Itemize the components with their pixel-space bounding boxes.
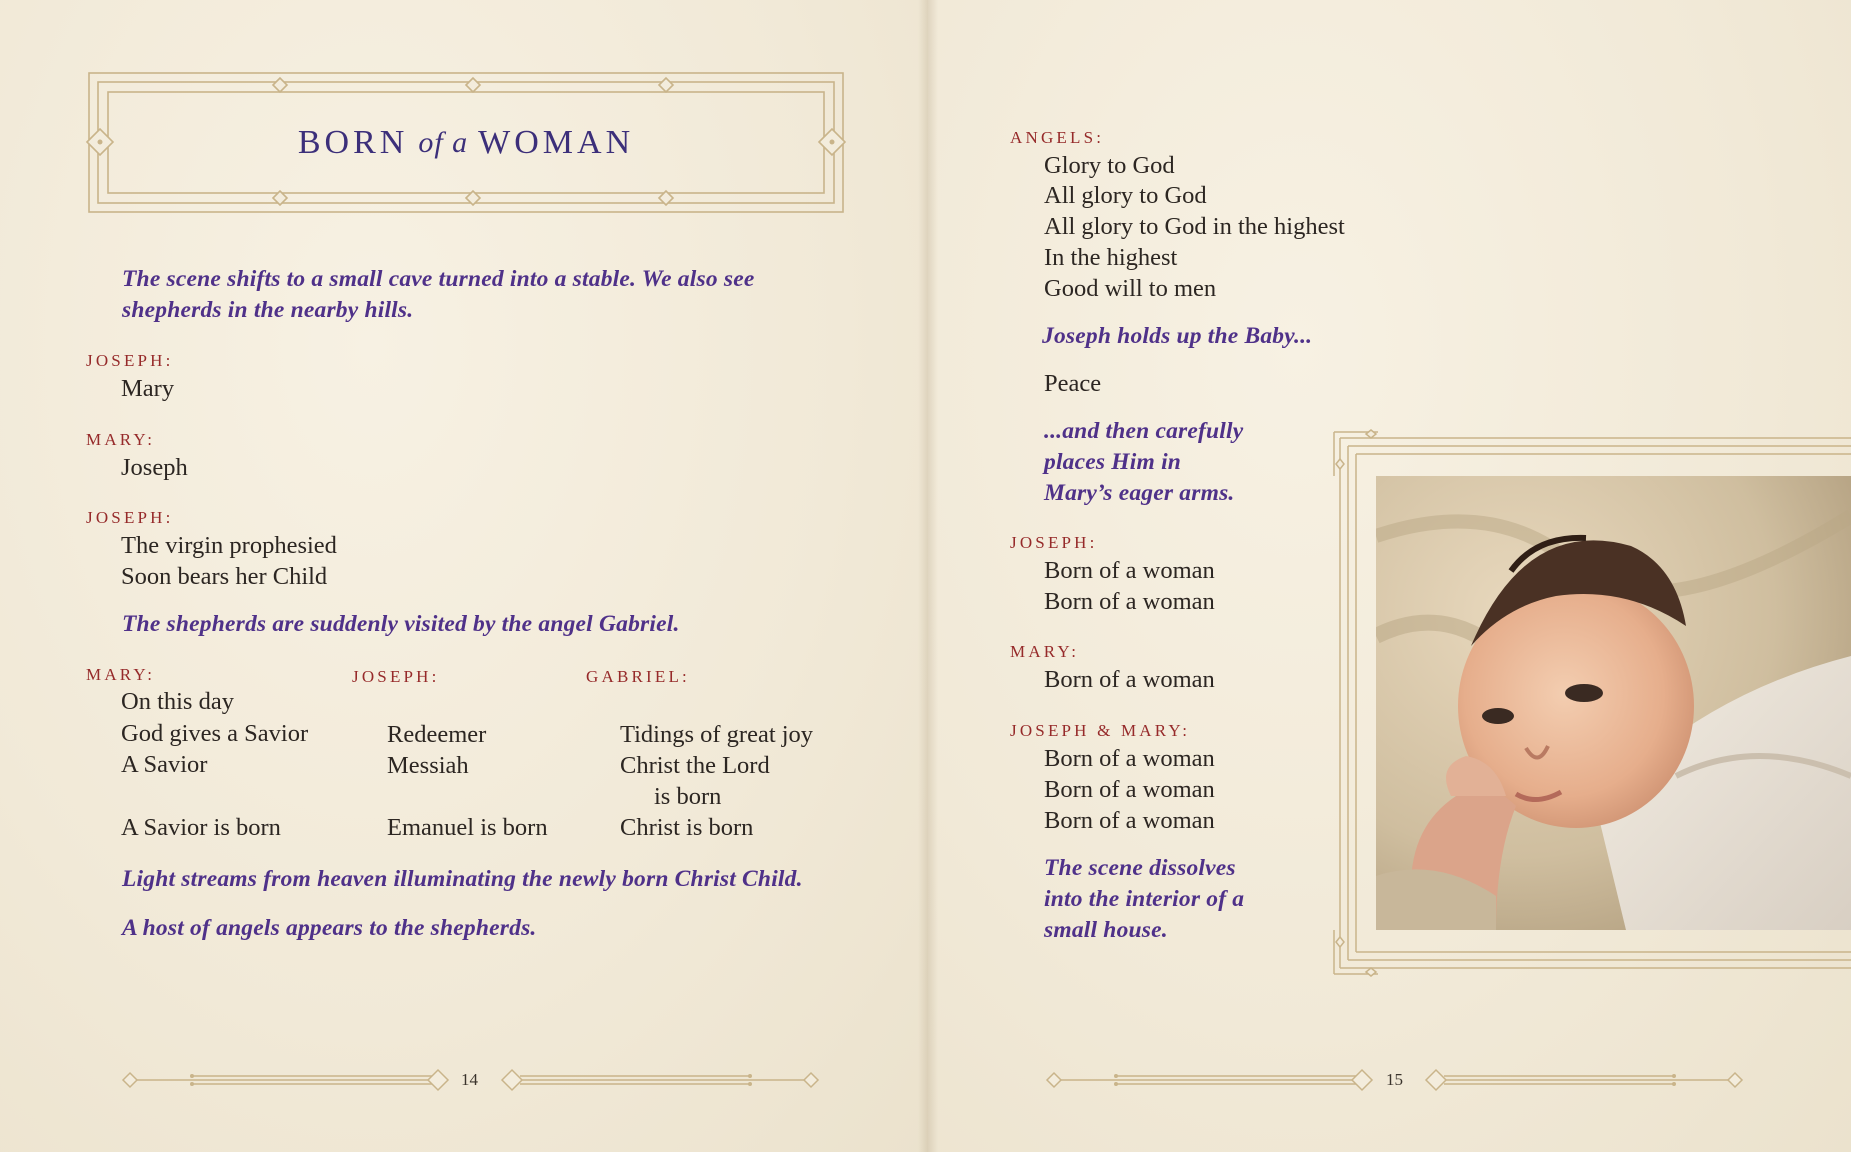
dialogue-line: God gives a Savior <box>121 720 309 747</box>
dialogue-line: Glory to God <box>1044 152 1175 179</box>
speaker-gabriel: GABRIEL: <box>586 667 690 686</box>
stage-direction-dissolve-line1: The scene dissolves <box>1044 855 1236 881</box>
stage-direction-intro-line2: shepherds in the nearby hills. <box>122 297 414 323</box>
dialogue-line: Born of a woman <box>1044 776 1215 803</box>
dialogue-line: A Savior <box>121 751 208 778</box>
title-word-woman: WOMAN <box>478 124 635 161</box>
title-word-of-a: of a <box>418 126 469 159</box>
book-gutter <box>918 0 938 1152</box>
dialogue-line: All glory to God in the highest <box>1044 213 1345 240</box>
stage-direction-arms-line3: Mary’s eager arms. <box>1044 480 1235 506</box>
dialogue-line: Messiah <box>387 752 469 779</box>
stage-direction-arms-line2: places Him in <box>1044 449 1182 475</box>
speaker-joseph-and-mary: JOSEPH & MARY: <box>1010 721 1191 740</box>
dialogue-line: Mary <box>121 375 175 402</box>
dialogue-line: is born <box>654 783 722 810</box>
stage-direction-gabriel: The shepherds are suddenly visited by the angel Gabriel. <box>122 611 680 637</box>
dialogue-line: In the highest <box>1044 244 1178 271</box>
stage-direction-arms-line1: ...and then carefully <box>1044 418 1244 444</box>
newborn-baby-photo <box>1376 476 1851 930</box>
dialogue-line: All glory to God <box>1044 182 1207 209</box>
speaker-mary: MARY: <box>1010 642 1080 661</box>
dialogue-line: Born of a woman <box>1044 745 1215 772</box>
speaker-joseph: JOSEPH: <box>352 667 440 686</box>
speaker-joseph: JOSEPH: <box>1010 533 1098 552</box>
stage-direction-intro-line1: The scene shifts to a small cave turned into a stable. We also see <box>122 266 755 292</box>
speaker-angels: ANGELS: <box>1010 128 1105 147</box>
dialogue-line: On this day <box>121 688 234 715</box>
dialogue-line: Good will to men <box>1044 275 1217 302</box>
dialogue-line: A Savior is born <box>121 814 281 841</box>
dialogue-line: Christ the Lord <box>620 752 770 779</box>
dialogue-line: Born of a woman <box>1044 557 1215 584</box>
dialogue-line: The virgin prophesied <box>121 532 337 559</box>
dialogue-line: Tidings of great joy <box>620 721 814 748</box>
title-word-born: BORN <box>297 124 409 161</box>
baby-illustration <box>1376 476 1851 930</box>
speaker-joseph: JOSEPH: <box>86 351 174 370</box>
page-title <box>88 76 844 210</box>
dialogue-line: Born of a woman <box>1044 588 1215 615</box>
dialogue-line-peace: Peace <box>1044 370 1102 397</box>
speaker-joseph: JOSEPH: <box>86 508 174 527</box>
speaker-mary: MARY: <box>86 430 156 449</box>
dialogue-line: Soon bears her Child <box>121 563 328 590</box>
dialogue-line: Born of a woman <box>1044 807 1215 834</box>
stage-direction-light: Light streams from heaven illuminating the newly born Christ Child. <box>122 866 803 892</box>
page-number-left: 14 <box>461 1070 478 1089</box>
speaker-mary: MARY: <box>86 665 156 684</box>
page-number-right: 15 <box>1386 1070 1403 1089</box>
dialogue-line: Born of a woman <box>1044 666 1215 693</box>
dialogue-line: Christ is born <box>620 814 754 841</box>
stage-direction-baby: Joseph holds up the Baby... <box>1042 323 1313 349</box>
dialogue-line: Redeemer <box>387 721 487 748</box>
stage-direction-angels: A host of angels appears to the shepherds. <box>122 915 537 941</box>
dialogue-line: Joseph <box>121 454 188 481</box>
stage-direction-dissolve-line3: small house. <box>1044 917 1168 943</box>
stage-direction-dissolve-line2: into the interior of a <box>1044 886 1245 912</box>
dialogue-line: Emanuel is born <box>387 814 548 841</box>
